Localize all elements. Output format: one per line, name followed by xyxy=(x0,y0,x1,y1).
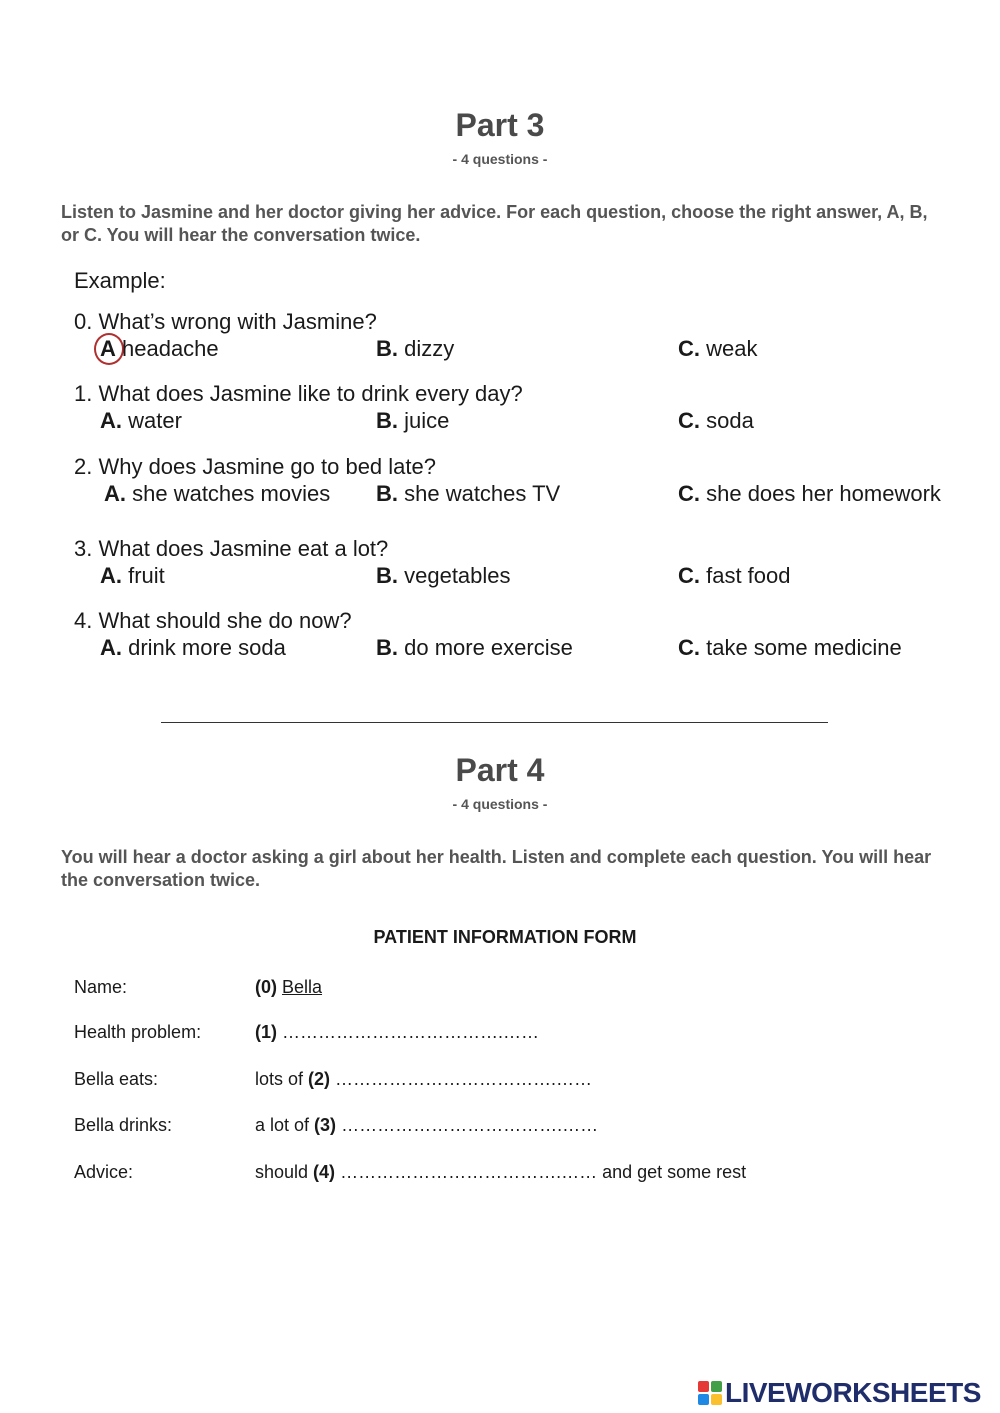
question-2-option-b[interactable]: B. she watches TV xyxy=(376,481,561,506)
answer-blank-1[interactable]: ……………………………….…… xyxy=(282,1022,540,1042)
example-label: Example: xyxy=(74,268,166,293)
question-4-text: 4. What should she do now? xyxy=(74,608,352,633)
question-0-text: 0. What’s wrong with Jasmine? xyxy=(74,309,377,334)
question-3-option-a[interactable]: A. fruit xyxy=(100,563,165,588)
form-value-bella-drinks: a lot of (3) ……………………………….…… xyxy=(255,1115,599,1135)
part4-title: Part 4 xyxy=(455,752,545,788)
part4-instructions: You will hear a doctor asking a girl about her health. Listen and complete each question. You will hear the conversation twice. xyxy=(61,847,932,890)
question-4-option-c[interactable]: C. take some medicine xyxy=(678,635,902,660)
answer-blank-3[interactable]: ……………………………….…… xyxy=(341,1115,599,1135)
part3-instructions: Listen to Jasmine and her doctor giving her advice. For each question, choose the right answer, A, B, or C. You will hear the conversation twice. xyxy=(61,202,928,245)
form-value-name: (0) Bella xyxy=(255,977,323,997)
logo-text: LIVEWORKSHEETS xyxy=(725,1377,981,1408)
logo-square-blue xyxy=(698,1394,709,1405)
logo-square-green xyxy=(711,1381,722,1392)
question-1-option-b[interactable]: B. juice xyxy=(376,408,450,433)
section-divider xyxy=(161,722,828,723)
form-label-health-problem: Health problem: xyxy=(74,1022,202,1042)
answer-blank-4[interactable]: ……………………………….…… xyxy=(340,1162,598,1182)
part3-title: Part 3 xyxy=(455,107,545,143)
name-answer: Bella xyxy=(282,977,323,997)
form-label-bella-eats: Bella eats: xyxy=(74,1069,159,1089)
question-0-option-c[interactable]: C. weak xyxy=(678,336,758,361)
question-4-option-a[interactable]: A. drink more soda xyxy=(100,635,286,660)
question-2-text: 2. Why does Jasmine go to bed late? xyxy=(74,454,436,479)
question-3-option-b[interactable]: B. vegetables xyxy=(376,563,511,588)
question-1-option-c[interactable]: C. soda xyxy=(678,408,754,433)
question-0-option-b[interactable]: B. dizzy xyxy=(376,336,455,361)
question-1-option-a[interactable]: A. water xyxy=(100,408,182,433)
logo-square-red xyxy=(698,1381,709,1392)
form-value-health-problem: (1) ……………………………….…… xyxy=(255,1022,540,1042)
liveworksheets-logo[interactable] xyxy=(698,1376,981,1410)
question-3-option-c[interactable]: C. fast food xyxy=(678,563,791,588)
form-label-name: Name: xyxy=(74,977,128,997)
question-3-text: 3. What does Jasmine eat a lot? xyxy=(74,536,389,561)
form-label-bella-drinks: Bella drinks: xyxy=(74,1115,173,1135)
liveworksheets-logo-icon xyxy=(698,1381,722,1405)
answer-blank-2[interactable]: ……………………………….…… xyxy=(335,1069,593,1089)
question-0-option-a[interactable]: A headache xyxy=(100,336,219,361)
form-value-bella-eats: lots of (2) ……………………………….…… xyxy=(255,1069,593,1089)
question-2-option-c[interactable]: C. she does her homework xyxy=(678,481,941,506)
form-label-advice: Advice: xyxy=(74,1162,134,1182)
question-1-text: 1. What does Jasmine like to drink every day? xyxy=(74,381,523,406)
question-2-option-a[interactable]: A. she watches movies xyxy=(104,481,331,506)
part3-subtitle: - 4 questions - xyxy=(452,151,548,167)
form-value-advice: should (4) ……………………………….…… and get some rest xyxy=(255,1162,747,1182)
part4-subtitle: - 4 questions - xyxy=(452,796,548,812)
question-4-option-b[interactable]: B. do more exercise xyxy=(376,635,573,660)
logo-square-yellow xyxy=(711,1394,722,1405)
patient-form-title: PATIENT INFORMATION FORM xyxy=(373,927,637,947)
